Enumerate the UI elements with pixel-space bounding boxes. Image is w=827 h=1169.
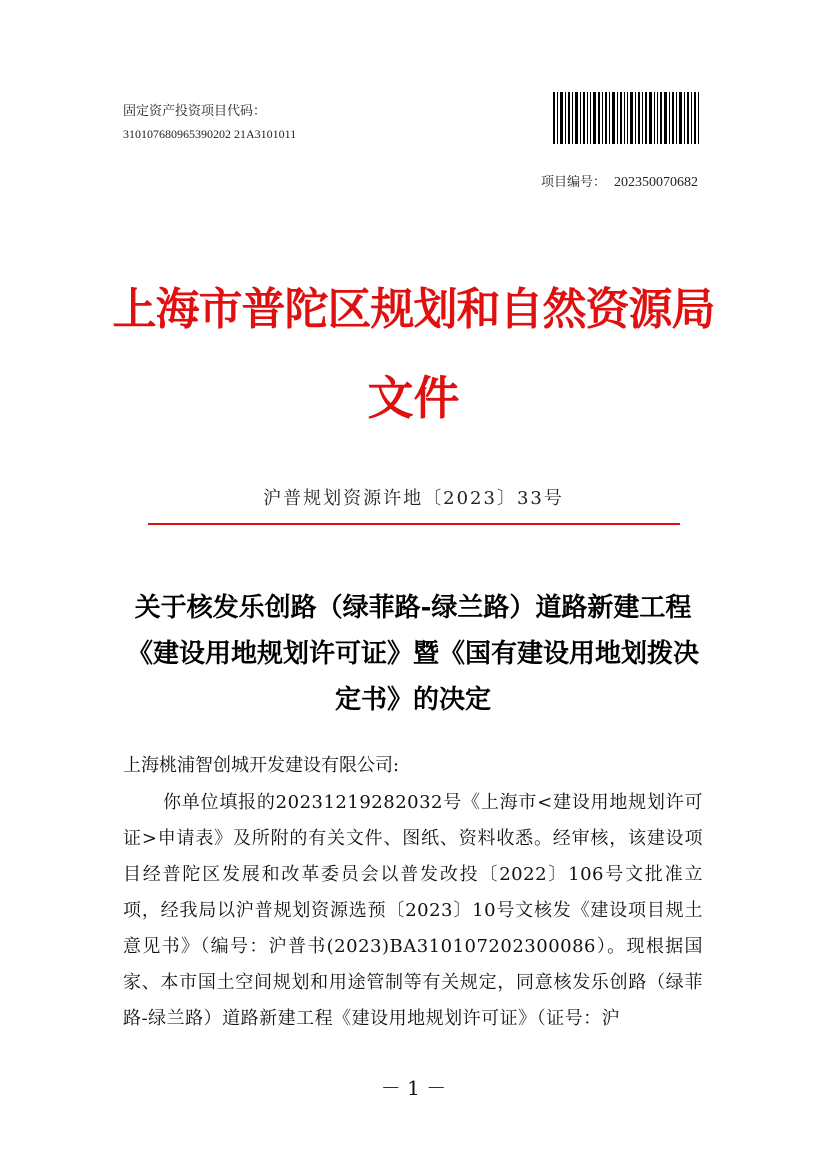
masthead-organization: 上海市普陀区规划和自然资源局 bbox=[112, 284, 715, 335]
addressee: 上海桃浦智创城开发建设有限公司: bbox=[123, 755, 400, 776]
document-number: 沪普规划资源许地〔2023〕33号 bbox=[263, 488, 564, 509]
investment-code-label: 固定资产投资项目代码： bbox=[123, 104, 267, 119]
barcode-image bbox=[553, 92, 699, 144]
body-paragraph: 你单位填报的20231219282032号《上海市<建设用地规划许可证>申请表》及所附的有关文件、图纸、资料收悉。经审核，该建设项目经普陀区发展和改革委员会以普发改投〔2022〕106号文批准立项，经我局以沪普规划资源选预〔2023〕10号文核发《建设项目规土意见书》（编号：沪普书(2023)BA310107202300086）。现根据国家、本市国土空间规划和用途管制等有关规定，同意核发乐创路（绿菲路-绿兰路）道路新建工程《建设用地规划许可证》（证号：沪 bbox=[123, 792, 703, 1029]
project-number-label: 项目编号： bbox=[540, 175, 606, 190]
red-separator-line bbox=[148, 523, 680, 525]
investment-code-value: 310107680965390202 21A3101011 bbox=[123, 127, 297, 141]
document-title: 关于核发乐创路（绿菲路-绿兰路）道路新建工程《建设用地规划许可证》暨《国有建设用地划拨决定书》的决定 bbox=[126, 593, 699, 715]
project-number-value: 202350070682 bbox=[614, 175, 698, 190]
page-number: － 1 － bbox=[380, 1076, 447, 1100]
masthead-document-type: 文件 bbox=[367, 371, 460, 425]
project-number bbox=[541, 174, 698, 191]
